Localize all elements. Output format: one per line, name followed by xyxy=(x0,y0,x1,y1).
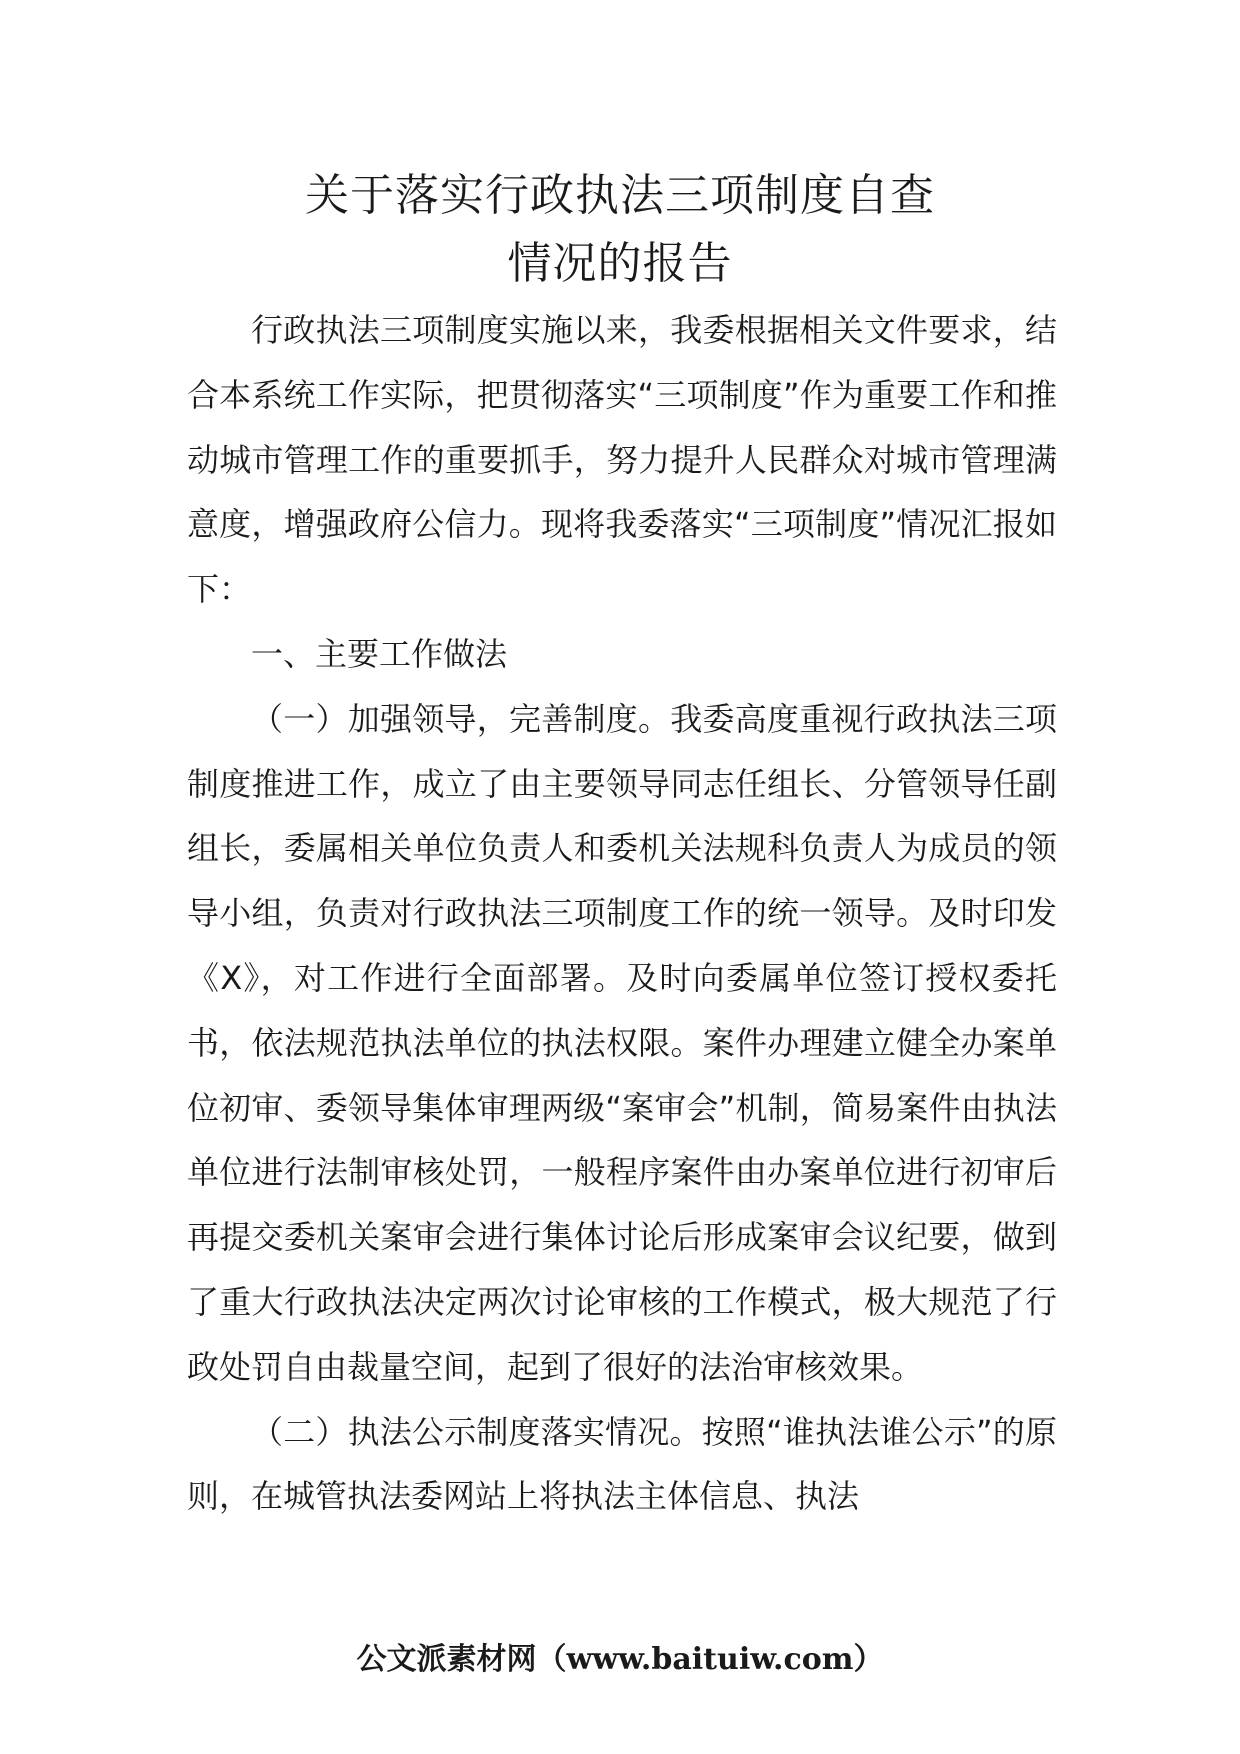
document-title-line-2: 情况的报告 xyxy=(507,238,733,289)
document-title-line-1: 关于落实行政执法三项制度自查 xyxy=(305,170,935,221)
document-body xyxy=(187,298,1057,1529)
footer-watermark: 公文派素材网（www.baituiw.com） xyxy=(356,1642,884,1677)
paragraph-section-1-1: （一）加强领导，完善制度。我委高度重视行政执法三项制度推进工作，成立了由主要领导同志任组长、分管领导任副组长，委属相关单位负责人和委机关法规科负责人为成员的领导小组，负责对行政执法三项制度工作的统一领导。及时印发《X》，对工作进行全面部署。及时向委属单位签订授权委托书，依法规范执法单位的执法权限。案件办理建立健全办案单位初审、委领导集体审理两级“案审会”机制，简易案件由执法单位进行法制审核处罚，一般程序案件由办案单位进行初审后再提交委机关案审会进行集体讨论后形成案审会议纪要，做到了重大行政执法决定两次讨论审核的工作模式，极大规范了行政处罚自由裁量空间，起到了很好的法治审核效果。 xyxy=(187,699,1057,1386)
paragraph-intro: 行政执法三项制度实施以来，我委根据相关文件要求，结合本系统工作实际，把贯彻落实“三项制度”作为重要工作和推动城市管理工作的重要抓手，努力提升人民群众对城市管理满意度，增强政府公信力。现将我委落实“三项制度”情况汇报如下： xyxy=(187,311,1057,609)
section-heading-1: 一、主要工作做法 xyxy=(251,634,508,673)
paragraph-section-1-2: （二）执法公示制度落实情况。按照“谁执法谁公示”的原则，在城管执法委网站上将执法主体信息、执法 xyxy=(187,1412,1057,1516)
